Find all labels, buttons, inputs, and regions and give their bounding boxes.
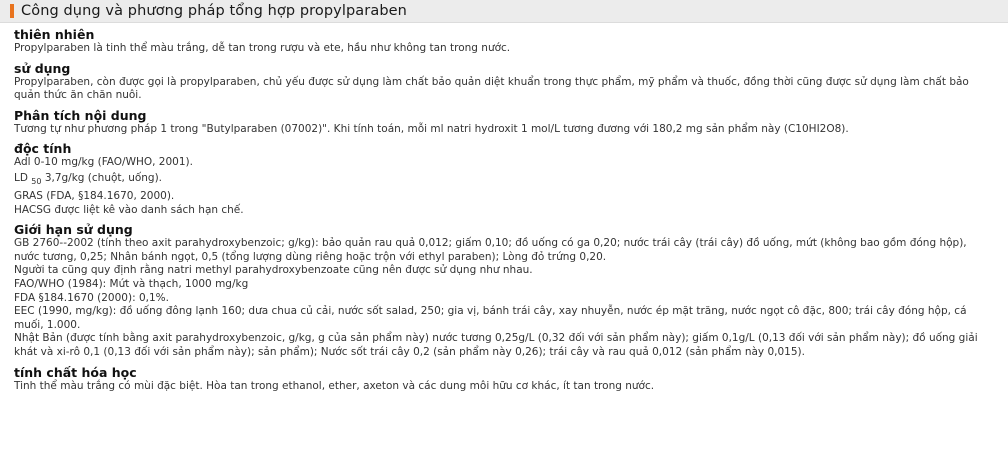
section-text: FDA §184.1670 (2000): 0,1%. — [14, 291, 169, 304]
section-text: Tinh thể màu trắng có mùi đặc biệt. Hòa tan trong ethanol, ether, axeton và các dung môi hữu cơ khác, ít tan trong nước. — [14, 379, 655, 392]
section-text: Người ta cũng quy định rằng natri methyl parahydroxybenzoate cũng nên được sử dụng như nhau. — [14, 264, 533, 277]
section-text: GB 2760--2002 (tính theo axit parahydroxybenzoic; g/kg): bảo quản rau quả 0,012; giấm 0,10; đồ uống có ga 0,20; nước trái cây (trái cây) đồ uống, mứt (không bao gồm đóng hộp), nước tương, 0,25; Nhân bánh ngọt, 0,5 (tổng lượng dùng riêng hoặc trộn với ethyl paraben); Lòng đỏ trứng 0,20. — [14, 237, 967, 263]
ld-prefix: LD — [14, 171, 28, 184]
section-usage — [14, 61, 994, 103]
section-text: EEC (1990, mg/kg): đồ uống đông lạnh 160; dưa chua củ cải, nước sốt salad, 250; gia vị, bánh trái cây, xay nhuyễn, nước ép mặt trăng, nước ngọt cô đặc, 800; trái cây đóng hộp, cá muối, 1.000. — [14, 305, 967, 331]
ld50-line — [14, 170, 994, 190]
section-toxicity — [14, 141, 994, 217]
page-title: Công dụng và phương pháp tổng hợp propylparaben — [21, 3, 407, 19]
section-heading: sử dụng — [14, 60, 71, 76]
section-heading: độc tính — [14, 141, 72, 157]
section-chemical-properties — [14, 365, 994, 394]
section-heading: Phân tích nội dung — [14, 107, 147, 123]
ld-value: 3,7g/kg (chuột, uống). — [44, 171, 163, 184]
section-text: FAO/WHO (1984): Mứt và thạch, 1000 mg/kg — [14, 277, 249, 290]
section-heading: thiên nhiên — [14, 27, 95, 42]
section-text: Propylparaben là tinh thể màu trắng, dễ tan trong rượu và ete, hầu như không tan trong nước. — [14, 42, 511, 54]
page-header — [0, 0, 1008, 23]
section-text: GRAS (FDA, §184.1670, 2000). — [14, 189, 175, 202]
section-analysis — [14, 108, 994, 137]
section-text: Nhật Bản (được tính bằng axit parahydroxybenzoic, g/kg, g của sản phẩm này) nước tương 0,25g/L (0,32 đối với sản phẩm này); giấm 0,1g/L (0,13 đối với sản phẩm này); đồ uống giải khát và xi-rô 0,1 (0,13 đối với sản phẩm này); sản phẩm); Nước sốt trái cây 0,2 (sản phẩm này 0,26); trái cây và rau quả 0,012 (sản phẩm này 0,015). — [14, 332, 978, 358]
article-content — [0, 23, 1008, 393]
section-nature — [14, 27, 994, 56]
section-text: Tương tự như phương pháp 1 trong "Butylparaben (07002)". Khi tính toán, mỗi ml natri hydroxit 1 mol/L tương đương với 180,2 mg sản phẩm này (C10HI2O8). — [14, 122, 849, 135]
ld-subscript: 50 — [31, 176, 42, 186]
section-text: HACSG được liệt kê vào danh sách hạn chế. — [14, 203, 244, 216]
section-heading: tính chất hóa học — [14, 364, 137, 380]
section-text: Propylparaben, còn được gọi là propylparaben, chủ yếu được sử dụng làm chất bảo quản diệt khuẩn trong thực phẩm, mỹ phẩm và thuốc, đồng thời cũng được sử dụng làm chất bảo quản thức ăn chăn nuôi. — [14, 75, 969, 102]
section-text: Adl 0-10 mg/kg (FAO/WHO, 2001). — [14, 156, 193, 169]
section-heading: Giới hạn sử dụng — [14, 222, 133, 238]
section-usage-limits — [14, 222, 994, 359]
accent-bar — [10, 4, 14, 18]
